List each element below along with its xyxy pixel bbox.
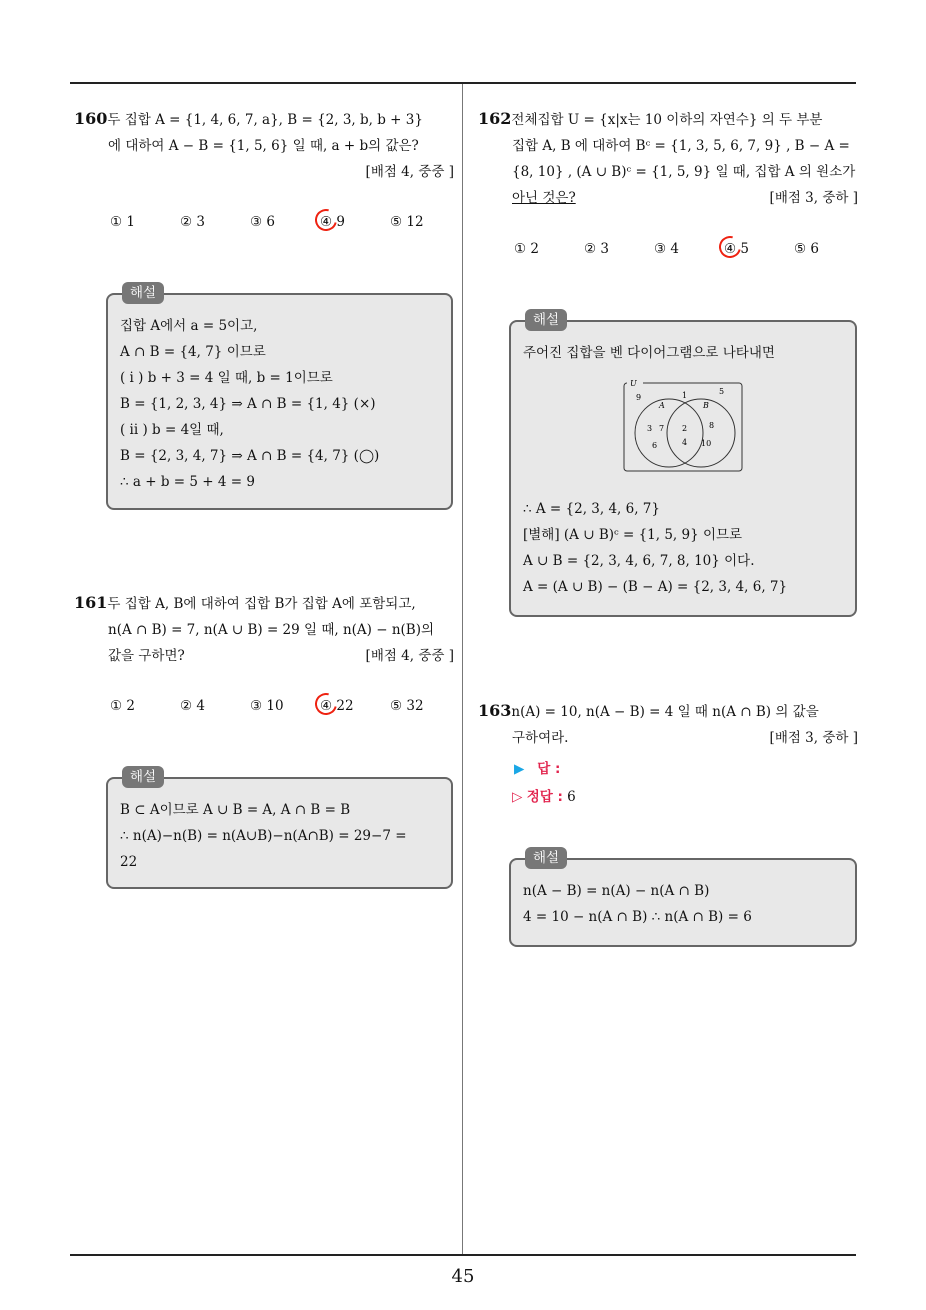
question-line: 두 집합 A, B에 대하여 집합 B가 집합 A에 포함되고, xyxy=(107,596,416,612)
venn-value: 9 xyxy=(636,393,642,402)
venn-value: 3 xyxy=(647,424,653,433)
correct-answer-value: 6 xyxy=(567,789,576,805)
page-number: 45 xyxy=(451,1266,475,1287)
solution-box-162 xyxy=(509,312,857,617)
answer-mark-icon xyxy=(715,232,745,262)
question-line: 아닌 것은? xyxy=(512,190,576,206)
choice-3[interactable]: ③ 6 xyxy=(250,214,275,230)
score-label: [배점 3, 중하 ] xyxy=(769,730,858,746)
solution-line: B = {1, 2, 3, 4} ⇒ A ∩ B = {1, 4} (×) xyxy=(120,396,376,412)
venn-value: 5 xyxy=(719,387,725,396)
question-line: 값을 구하면? xyxy=(108,648,185,664)
venn-value: 10 xyxy=(701,439,712,448)
choice-2[interactable]: ② 3 xyxy=(584,241,609,257)
question-line: 에 대하여 A − B = {1, 5, 6} 일 때, a + b의 값은? xyxy=(108,138,419,154)
choice-5[interactable]: ⑤ 6 xyxy=(794,241,819,257)
problem-number: 161 xyxy=(74,593,108,612)
venn-value: 7 xyxy=(659,424,665,433)
answer-mark-icon xyxy=(311,689,341,719)
venn-circle-a xyxy=(635,399,703,467)
solution-line: 집합 A에서 a = 5이고, xyxy=(120,318,258,334)
outline-triangle-icon: ▷ xyxy=(512,789,523,805)
choice-3[interactable]: ③ 4 xyxy=(654,241,679,257)
solution-line: n(A − B) = n(A) − n(A ∩ B) xyxy=(523,883,710,899)
solution-line: ∴ a + b = 5 + 4 = 9 xyxy=(120,474,255,490)
bottom-rule xyxy=(70,1254,856,1256)
correct-answer-label: 정답 : xyxy=(526,789,563,805)
venn-value: 8 xyxy=(709,421,715,430)
venn-label-b: B xyxy=(703,401,709,410)
choice-5[interactable]: ⑤ 12 xyxy=(390,214,424,230)
solution-box-160 xyxy=(106,285,453,510)
choice-4[interactable] xyxy=(320,698,354,714)
choice-2[interactable]: ② 3 xyxy=(180,214,205,230)
solution-line: B = {2, 3, 4, 7} ⇒ A ∩ B = {4, 7} (◯) xyxy=(120,448,380,464)
answer-label: 답 : xyxy=(537,761,561,777)
solution-box-161 xyxy=(106,769,453,889)
solution-body xyxy=(523,340,845,366)
question-line: n(A) = 10, n(A − B) = 4 일 때 n(A ∩ B) 의 값을 xyxy=(511,704,819,720)
venn-value: 1 xyxy=(682,391,688,400)
solution-line: ∴ A = {2, 3, 4, 6, 7} xyxy=(523,501,660,517)
score-label: [배점 4, 중중 ] xyxy=(365,164,454,180)
solution-line: ( i ) b + 3 = 4 일 때, b = 1이므로 xyxy=(120,370,333,386)
question-line: 집합 A, B 에 대하여 Bᶜ = {1, 3, 5, 6, 7, 9} , B − A = xyxy=(512,138,850,154)
solution-tag: 해설 xyxy=(122,282,164,304)
venn-diagram xyxy=(623,380,745,474)
problem-160 xyxy=(74,106,454,185)
solution-line: B ⊂ A이므로 A ∪ B = A, A ∩ B = B xyxy=(120,802,351,818)
problem-162 xyxy=(478,106,858,211)
question-line: n(A ∩ B) = 7, n(A ∪ B) = 29 일 때, n(A) − n(B)의 xyxy=(108,622,435,638)
solution-tag: 해설 xyxy=(525,847,567,869)
choice-4[interactable] xyxy=(724,241,749,257)
solution-body xyxy=(120,313,441,495)
solution-line: 4 = 10 − n(A ∩ B) ∴ n(A ∩ B) = 6 xyxy=(523,909,752,925)
solution-line: [별해] (A ∪ B)ᶜ = {1, 5, 9} 이므로 xyxy=(523,527,743,543)
solution-tag: 해설 xyxy=(122,766,164,788)
choice-4[interactable] xyxy=(320,214,345,230)
question-line: 전체집합 U = {x|x는 10 이하의 자연수} 의 두 부분 xyxy=(511,112,823,128)
choice-4-label: ④ 9 xyxy=(320,214,345,230)
correct-answer-row xyxy=(512,785,576,805)
venn-label-u: U xyxy=(630,380,637,388)
venn-value: 2 xyxy=(682,424,688,433)
solution-box-163 xyxy=(509,850,857,947)
solution-body-2 xyxy=(523,496,845,600)
score-label: [배점 4, 중중 ] xyxy=(365,648,454,664)
question-line: 구하여라. xyxy=(512,730,569,746)
solution-line: A ∪ B = {2, 3, 4, 6, 7, 8, 10} 이다. xyxy=(523,553,755,569)
question-line: {8, 10} , (A ∪ B)ᶜ = {1, 5, 9} 일 때, 집합 A 의 원소가 xyxy=(512,164,856,180)
solution-line: A = (A ∪ B) − (B − A) = {2, 3, 4, 6, 7} xyxy=(523,579,788,595)
choice-4-label: ④ 22 xyxy=(320,698,354,714)
problem-number: 160 xyxy=(74,109,108,128)
venn-value: 6 xyxy=(652,441,658,450)
solution-line: 22 xyxy=(120,854,138,870)
choice-2[interactable]: ② 4 xyxy=(180,698,205,714)
choice-1[interactable]: ① 2 xyxy=(110,698,135,714)
column-divider xyxy=(462,84,463,1254)
choice-5[interactable]: ⑤ 32 xyxy=(390,698,424,714)
solution-line: A ∩ B = {4, 7} 이므로 xyxy=(120,344,266,360)
problem-number: 162 xyxy=(478,109,512,128)
venn-circle-b xyxy=(667,399,735,467)
problem-161 xyxy=(74,590,454,669)
problem-number: 163 xyxy=(478,701,512,720)
choice-1[interactable]: ① 2 xyxy=(514,241,539,257)
question-line: 두 집합 A = {1, 4, 6, 7, a}, B = {2, 3, b, b + 3} xyxy=(107,112,423,128)
choice-4-label: ④ 5 xyxy=(724,241,749,257)
venn-value: 4 xyxy=(682,438,688,447)
solution-body xyxy=(523,878,845,930)
venn-label-a: A xyxy=(659,401,665,410)
answer-mark-icon xyxy=(311,205,341,235)
solution-tag: 해설 xyxy=(525,309,567,331)
choice-1[interactable]: ① 1 xyxy=(110,214,135,230)
answer-row xyxy=(514,757,560,777)
choice-3[interactable]: ③ 10 xyxy=(250,698,284,714)
solution-body xyxy=(120,797,441,875)
top-rule xyxy=(70,82,856,84)
solution-line: ( ii ) b = 4일 때, xyxy=(120,422,224,438)
problem-163 xyxy=(478,698,858,751)
play-triangle-icon: ▶ xyxy=(514,761,525,777)
solution-line: ∴ n(A)−n(B) = n(A∪B)−n(A∩B) = 29−7 = xyxy=(120,828,407,844)
score-label: [배점 3, 중하 ] xyxy=(769,190,858,206)
solution-line: 주어진 집합을 벤 다이어그램으로 나타내면 xyxy=(523,345,775,361)
